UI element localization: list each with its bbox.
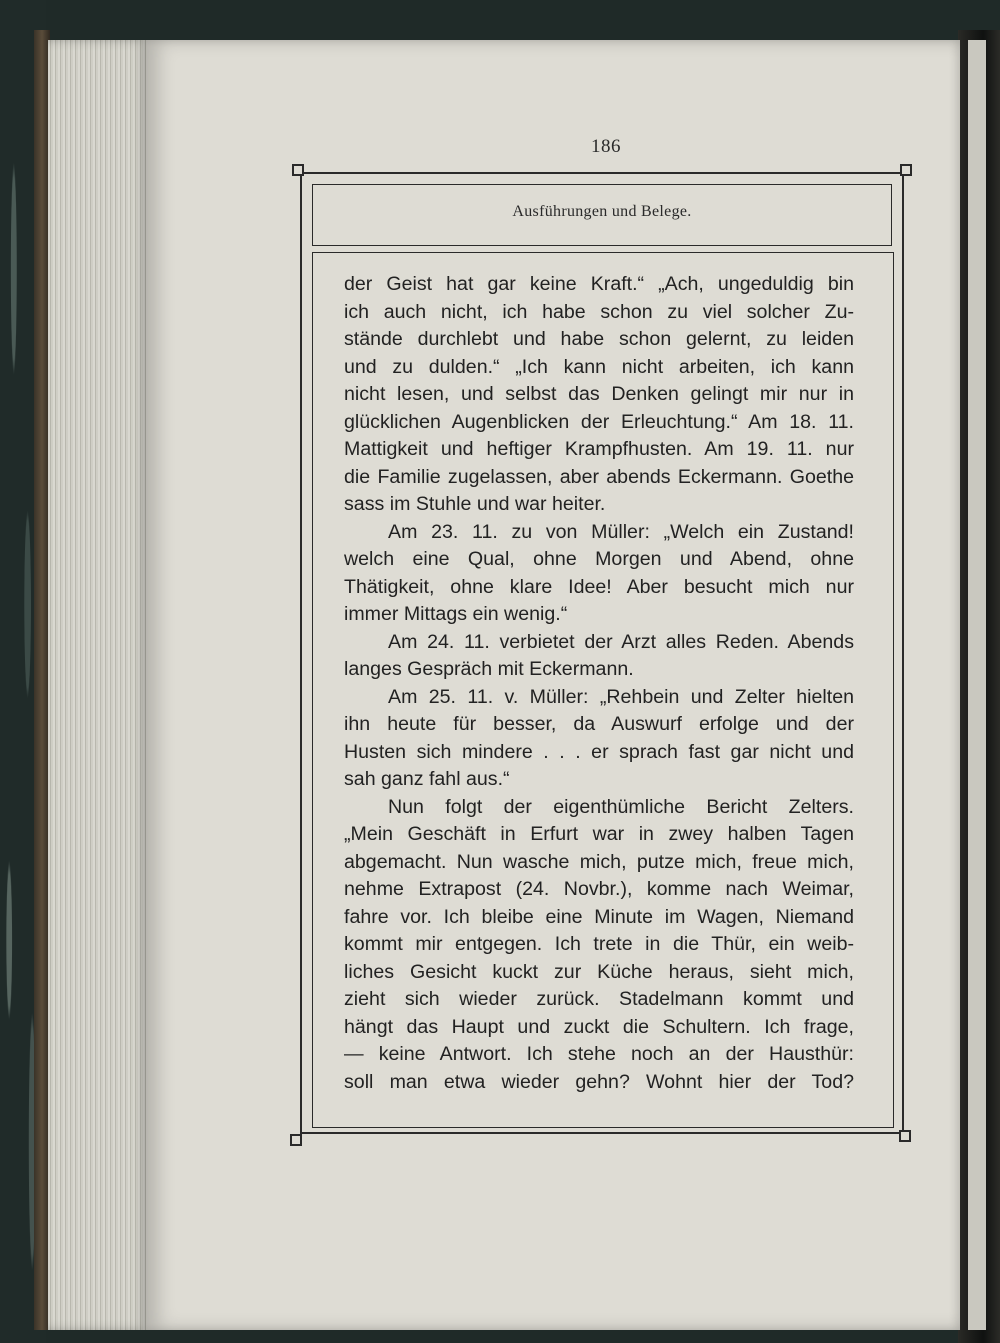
text-line: hängt das Haupt und zuckt die Schultern. Ich frage, xyxy=(344,1015,854,1038)
page-number: 186 xyxy=(591,136,621,157)
text-line: die Familie zugelassen, aber abends Eckermann. Goethe xyxy=(344,465,854,488)
text-line: glücklichen Augenblicken der Erleuchtung.“ Am 18. 11. xyxy=(344,410,854,433)
text-line: Mattigkeit und heftiger Krampfhusten. Am 19. 11. nur xyxy=(344,438,854,460)
text-line: sass im Stuhle und war heiter. xyxy=(344,493,606,515)
text-line: abgemacht. Nun wasche mich, putze mich, freue mich, xyxy=(344,850,854,873)
text-line: welch eine Qual, ohne Morgen und Abend, ohne xyxy=(344,548,854,570)
text-line: zieht sich wieder zurück. Stadelmann kommt und xyxy=(344,988,854,1010)
text-line: Thätigkeit, ohne klare Idee! Aber besucht mich nur xyxy=(344,575,854,598)
body-text xyxy=(344,271,854,1096)
page-stack-edges xyxy=(48,40,148,1330)
frame-corner-bottom-right xyxy=(899,1130,911,1142)
text-line: stände durchlebt und habe schon gelernt, zu leiden xyxy=(344,328,854,350)
running-head: Ausführungen und Belege. xyxy=(512,203,692,220)
text-line: — keine Antwort. Ich stehe noch an der Hausthür: xyxy=(344,1043,854,1065)
text-line: Am 23. 11. zu von Müller: „Welch ein Zustand! xyxy=(388,520,854,543)
text-line: Am 25. 11. v. Müller: „Rehbein und Zelter hielten xyxy=(388,685,854,708)
text-line: und zu dulden.“ „Ich kann nicht arbeiten, ich kann xyxy=(344,355,854,378)
frame-corner-top-left xyxy=(292,164,304,176)
facing-page-edge xyxy=(968,40,986,1330)
text-line: nehme Extrapost (24. Novbr.), komme nach Weimar, xyxy=(344,878,854,900)
text-line: immer Mittags ein wenig.“ xyxy=(344,603,568,625)
text-line: der Geist hat gar keine Kraft.“ „Ach, ungeduldig bin xyxy=(344,273,854,295)
text-line: nicht lesen, und selbst das Denken gelingt mir nur in xyxy=(344,383,854,405)
text-line: liches Gesicht kuckt zur Küche heraus, sieht mich, xyxy=(344,960,854,983)
frame-corner-top-right xyxy=(900,164,912,176)
text-line: Am 24. 11. verbietet der Arzt alles Reden. Abends xyxy=(388,630,854,653)
text-line: „Mein Geschäft in Erfurt war in zwey halben Tagen xyxy=(344,823,854,845)
text-line: langes Gespräch mit Eckermann. xyxy=(344,658,634,680)
text-line: Nun folgt der eigenthümliche Bericht Zelters. xyxy=(388,795,854,818)
text-line: fahre vor. Ich bleibe eine Minute im Wagen, Niemand xyxy=(344,905,854,928)
text-line: soll man etwa wieder gehn? Wohnt hier der Tod? xyxy=(344,1070,854,1093)
text-line: kommt mir entgegen. Ich trete in die Thür, ein weib- xyxy=(344,933,854,955)
text-line: sah ganz fahl aus.“ xyxy=(344,768,510,790)
frame-corner-bottom-left xyxy=(290,1134,302,1146)
text-line: ihn heute für besser, da Auswurf erfolge und der xyxy=(344,713,854,735)
text-line: ich auch nicht, ich habe schon zu viel solcher Zu- xyxy=(344,300,854,323)
text-line: Husten sich mindere . . . er sprach fast gar nicht und xyxy=(344,740,854,763)
